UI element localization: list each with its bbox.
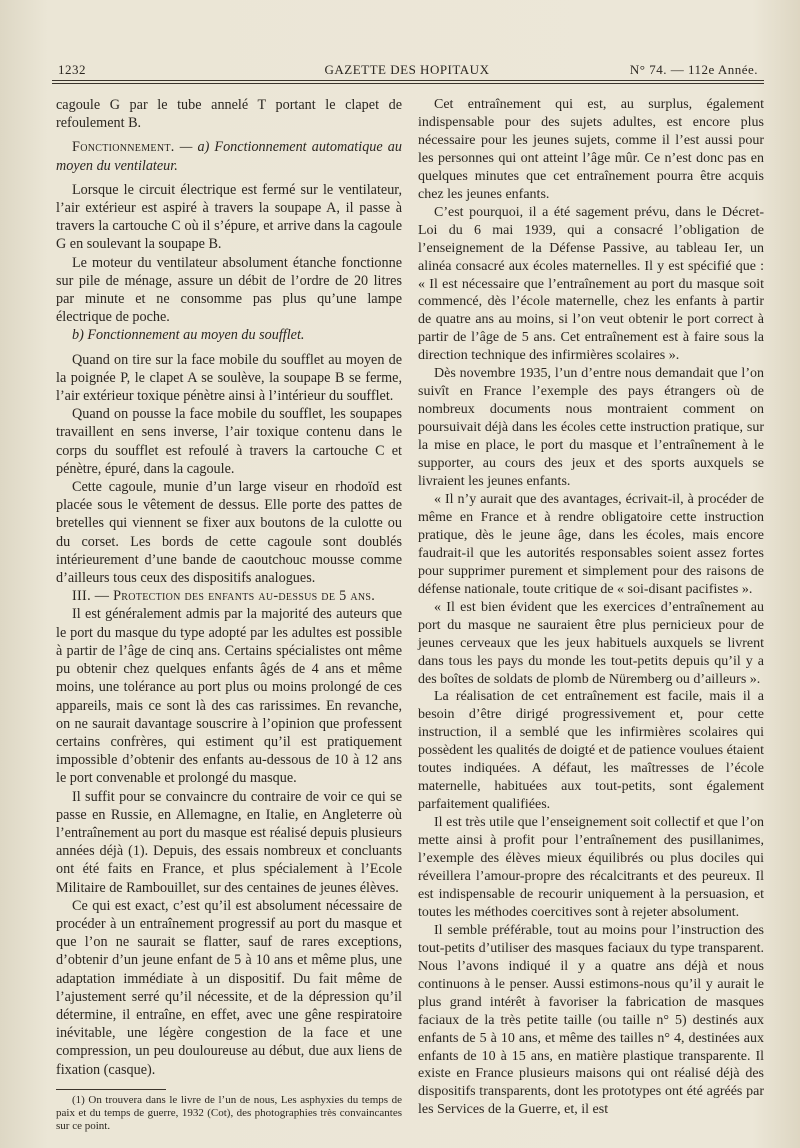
issue-number: N° 74. — 112e Année. (629, 62, 758, 77)
paragraph: Il est généralement admis par la majorité des auteurs que le port du masque du type adopté par les adultes est possible à partir de l’âge de cinq ans. Certains spécialistes ont même pu obtenir chez quelques enfants âgés de 4 ans et même moins, une tolérance au port plus ou moins prolongé de ces appareils, mais ce sont là des cas rarissimes. En revanche, on ne saurait davantage souscrire à l’opinion que professent certains confrères, qui estiment qu’il est pratiquement impossible d’obtenir des enfants au-dessous de 10 à 12 ans le port convenable et prolongé du masque. (56, 606, 402, 787)
journal-title: GAZETTE DES HOPITAUX (324, 62, 490, 77)
subheading: — a) Fonctionnement automatique au moyen du ventilateur. (56, 139, 402, 174)
paragraph: cagoule G par le tube annelé T portant le clapet de refoulement B. (56, 97, 402, 132)
paragraph: La réalisation de cet entraînement est facile, mais il a besoin d’être dirigé progressivement et, pour cette instruction, il a semblé que les infirmières scolaires qui possèdent les qualités de doigté et de patience voulues étaient toutes indiquées. A défaut, les maîtresses de l’école maternelle, habituées aux tout-petits, sont également parfaitement qualifiées. (418, 689, 764, 813)
page-number: 1232 (58, 62, 86, 77)
paragraph: Il est très utile que l’enseignement soit collectif et que l’on mette ainsi à profit pour l’entraînement des pusillanimes, l’exemple des élèves mieux équilibrés ou plus dociles qui réveillera l’amour-propre des récalcitrants et des peureux. Il est indispensable de recourir uniquement à la persuasion, et toutes les méthodes coercitives sont à rejeter absolument. (418, 815, 764, 920)
paragraph: C’est pourquoi, il a été sagement prévu, dans le Décret-Loi du 6 mai 1939, qui a consacré l’obligation de l’enseignement de la Défense Passive, au tableau Ier, un alinéa consacré aux écoles maternelles. Il y est spécifié que : « Il est nécessaire que l’entraînement au port du masque soit commencé, dès l’école maternelle, chez les enfants à partir de quatre ans au moins, si l’on veut obtenir le port correct à partir de l’âge de 5 ans. Cet entraînement est à faire sous la direction technique des infirmières scolaires ». (418, 204, 764, 364)
paragraph (56, 138, 402, 174)
paragraph: Cet entraînement qui est, au surplus, également indispensable pour des sujets adultes, est encore plus nécessaire pour les jeunes sujets, comme il l’est aussi pour les personnes qui ont atteint l’âge mûr. Ce n’est donc pas en quelques minutes que cet entraînement pourra être acquis chez les jeunes enfants. (418, 97, 764, 202)
quotation: « Il n’y aurait que des avantages, écrivait-il, à procéder de même en France et à rendre obligatoire cette instruction pratique, dès le jeune âge, dans les écoles, mais encore faudrait-il que les autorités responsables soient assez fortes pour supprimer purement et simplement pour des raisons de défense nationale, toute critique de « soi-disant pacifistes ». (418, 491, 764, 597)
quotation: « Il est bien évident que les exercices d’entraînement au port du masque ne sauraient être plus pernicieux pour de jeunes cerveaux que les jeux habituels auxquels se livrent dans tous les pays du monde les tout-petits depuis qu’il y a des boîtes de soldats de plomb de Nüremberg ou d’ailleurs ». (418, 599, 764, 687)
header-rule-top (52, 80, 764, 81)
left-column (56, 96, 402, 1133)
paragraph: Il semble préférable, tout au moins pour l’instruction des tout-petits d’utiliser des masques faciaux du type transparent. Nous l’avons indiqué il y a quatre ans déjà et nous continuons à le penser. Aussi estimons-nous qu’il y aurait le plus grand intérêt à favoriser la fabrication de masques faciaux de la très petite taille (ou taille n° 5) destinés aux enfants de 5 à 10 ans, et même des tailles n° 4, destinées aux enfants de 10 à 15 ans, en matière plastique transparente. Il existe en France plusieurs maisons qui ont réalisé déjà des dispositifs transparents, dont les prototypes ont été agréés par les Services de la Guerre, et, il est (418, 922, 764, 1118)
paragraph: Quand on pousse la face mobile du soufflet, les soupapes travaillent en sens inverse, l’air toxique contenu dans le corps du soufflet est refoulé à travers la cartouche C et pénètre, épuré, dans la cagoule. (56, 406, 402, 477)
header-rule-bottom (52, 83, 764, 84)
subheading: b) Fonctionnement au moyen du soufflet. (72, 327, 305, 344)
paragraph: Cette cagoule, munie d’un large viseur en rhodoïd est placée sous le vêtement de dessus. Elle porte des pattes de bretelles qui viennent se fixer aux boutons de la culotte ou du corset. Les bords de cette cagoule sont doublés intérieurement d’une bande de caoutchouc mousse comme d’ailleurs tous ceux des dispositifs analogues. (56, 479, 402, 587)
footnote: (1) On trouvera dans le livre de l’un de nous, Les asphyxies du temps de paix et du temps de guerre, 1932 (Cot), des photographies très convaincantes sur ce point. (56, 1093, 402, 1132)
paragraph: Quand on tire sur la face mobile du soufflet au moyen de la poignée P, le clapet A se soulève, la soupape B se ferme, l’air extérieur toxique pénètre ainsi à l’intérieur du soufflet. (56, 351, 402, 405)
paragraph: Dès novembre 1935, l’un d’entre nous demandait que l’on suivît en France l’exemple des pays étrangers où de nombreux documents nous montraient comment on poursuivait déjà dans les écoles cette instruction pratique, sur la mise en place, le port du masque et l’entraînement à le supporter, au cours des jeux et des sports auxquels se livraient les jeunes enfants. (418, 366, 764, 490)
paragraph: Ce qui est exact, c’est qu’il est absolument nécessaire de procéder à un entraînement progressif au port du masque et que l’on ne saurait se flatter, sauf de rares exceptions, d’obtenir d’un jeune enfant de 5 à 10 ans et même plus, une adaptation immédiate à un dispositif. Du fait même de l’ajustement serré qu’il nécessite, et de la dépression qu’il détermine, il entraîne, en effet, avec une gêne respiratoire inévitable, une légère congestion de la face et une compression, un peu douloureuse au début, due aux liens de fixation (casque). (56, 897, 402, 1078)
section-heading: III. — Protection des enfants au-dessus de 5 ans. (72, 588, 376, 605)
run-in-heading: Fonctionnement. (72, 139, 175, 156)
page-header (52, 60, 762, 80)
paragraph: Il suffit pour se convaincre du contraire de voir ce qui se passe en Russie, en Allemagne, en Italie, en Angleterre où l’entraînement au port du masque est réalisé depuis plusieurs années déjà (1). Depuis, des essais nombreux et concluants ont été faits en France, et plus spécialement à l’Ecole Militaire de Rambouillet, sur des centaines de jeunes élèves. (56, 788, 402, 896)
right-column (418, 96, 764, 1119)
paragraph: Le moteur du ventilateur absolument étanche fonctionne sur pile de ménage, assure un débit de l’ordre de 20 litres par minute et ne consomme pas plus qu’une lampe électrique de poche. (56, 254, 402, 326)
paragraph: Lorsque le circuit électrique est fermé sur le ventilateur, l’air extérieur est aspiré à travers la soupape A, il passe à travers la cartouche C où il s’épure, et arrive dans la cagoule G en soulevant la soupape B. (56, 181, 402, 253)
footnote-rule (56, 1089, 166, 1090)
